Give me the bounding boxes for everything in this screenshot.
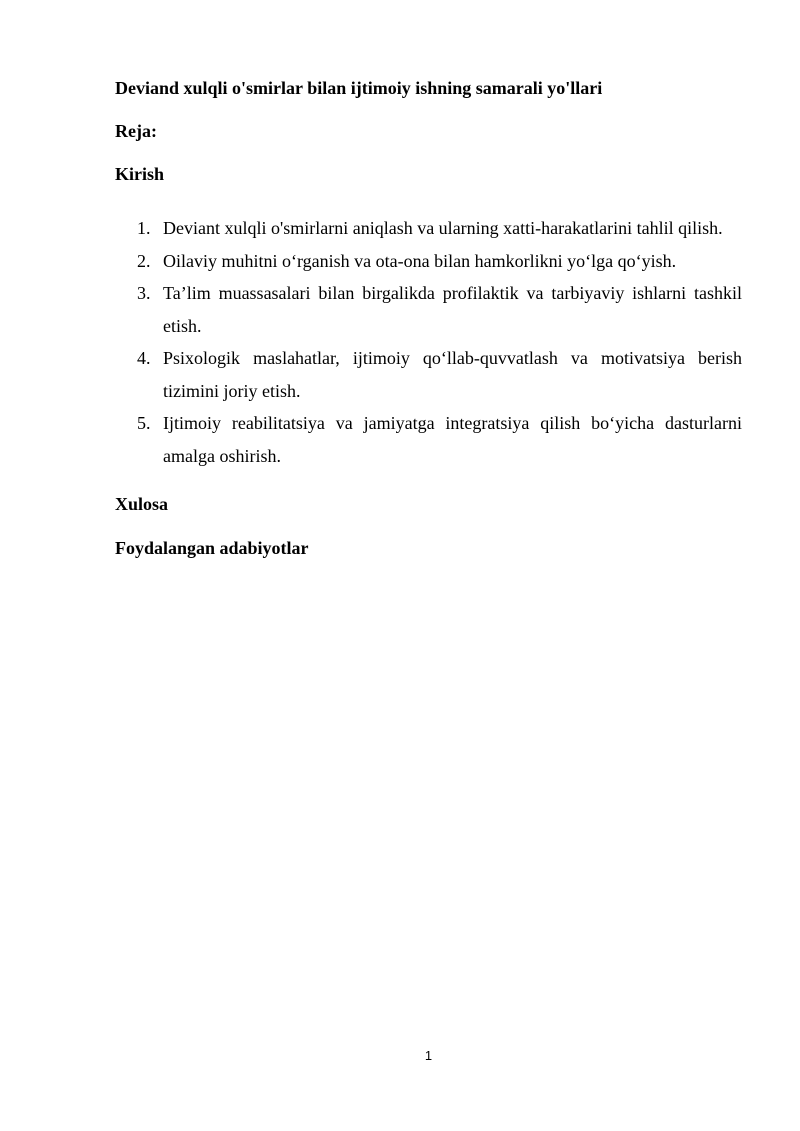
page-number: 1 xyxy=(424,1048,433,1063)
plan-item-number: 1. xyxy=(137,218,151,238)
plan-item xyxy=(115,277,742,342)
plan-heading: Reja: xyxy=(115,121,157,141)
intro-heading: Kirish xyxy=(115,164,165,184)
plan-item-text: Ijtimoiy reabilitatsiya va jamiyatga integratsiya qilish bo‘yicha dasturlarni amalga oshirish. xyxy=(163,413,742,466)
plan-item-number: 5. xyxy=(137,413,151,433)
plan-item xyxy=(115,245,742,278)
plan-list xyxy=(115,212,742,472)
plan-item-text: Oilaviy muhitni o‘rganish va ota-ona bilan hamkorlikni yo‘lga qo‘yish. xyxy=(163,250,677,271)
plan-item-text: Ta’lim muassasalari bilan birgalikda profilaktik va tarbiyaviy ishlarni tashkil etish. xyxy=(163,283,742,336)
document-title: Deviand xulqli o'smirlar bilan ijtimoiy ishning samarali yo'llari xyxy=(115,78,603,98)
plan-item-text: Psixologik maslahatlar, ijtimoiy qo‘llab-quvvatlash va motivatsiya berish tizimini joriy etish. xyxy=(163,348,742,401)
plan-item xyxy=(115,212,742,245)
conclusion-heading: Xulosa xyxy=(115,494,169,514)
plan-item-text: Deviant xulqli o'smirlarni aniqlash va ularning xatti-harakatlarini tahlil qilish. xyxy=(163,218,723,238)
plan-item-number: 2. xyxy=(137,250,151,271)
plan-item-number: 4. xyxy=(137,348,151,368)
plan-item-number: 3. xyxy=(137,283,151,303)
references-heading: Foydalangan adabiyotlar xyxy=(115,538,309,558)
plan-item xyxy=(115,407,742,472)
plan-item xyxy=(115,342,742,407)
